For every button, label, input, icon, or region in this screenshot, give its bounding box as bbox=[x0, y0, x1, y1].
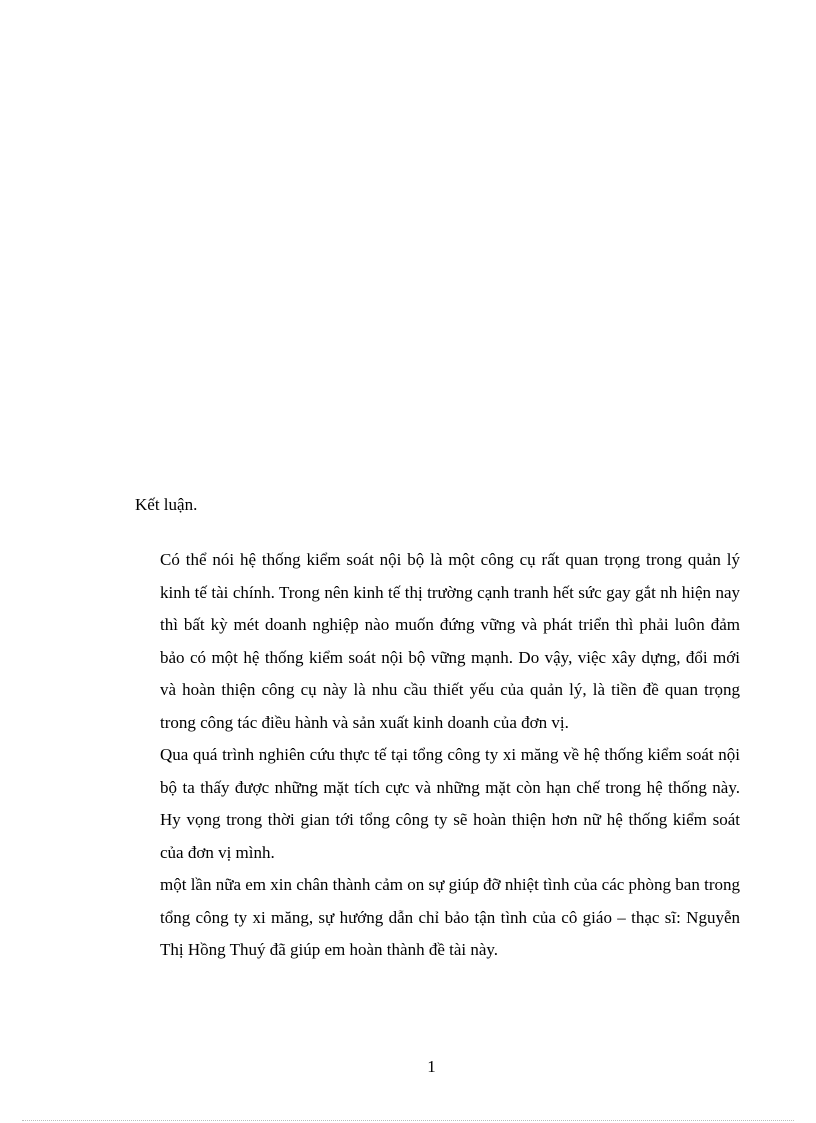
page-number: 1 bbox=[427, 1057, 436, 1076]
page-bottom-rule bbox=[22, 1120, 794, 1121]
paragraph-3: một lần nữa em xin chân thành cảm on sự giúp đỡ nhiệt tình của các phòng ban trong tổng công ty xi măng, sự hướng dẫn chỉ bảo tận tình của cô giáo – thạc sĩ: Nguyễn Thị Hồng Thuý đã giúp em hoàn thành đề tài này. bbox=[160, 875, 740, 959]
document-body bbox=[160, 544, 740, 967]
section-heading: Kết luận. bbox=[135, 495, 198, 514]
paragraph-1: Có thể nói hệ thống kiểm soát nội bộ là một công cụ rất quan trọng trong quản lý kinh tế tài chính. Trong nên kinh tế thị trường cạnh tranh hết sức gay gắt nh hiện nay thì bất kỳ mét doanh nghiệp nào muốn đứng vững và phát triển thì phải luôn đảm bảo có một hệ thống kiểm soát nội bộ vững mạnh. Do vậy, việc xây dựng, đổi mới và hoàn thiện công cụ này là nhu cầu thiết yếu của quản lý, là tiền đề quan trọng trong công tác điều hành và sản xuất kinh doanh của đơn vị. bbox=[160, 550, 740, 732]
paragraph-2: Qua quá trình nghiên cứu thực tế tại tổng công ty xi măng về hệ thống kiểm soát nội bộ ta thấy được những mặt tích cực và những mặt còn hạn chế trong hệ thống này. Hy vọng trong thời gian tới tổng công ty sẽ hoàn thiện hơn nữ hệ thống kiểm soát của đơn vị mình. bbox=[160, 745, 740, 862]
